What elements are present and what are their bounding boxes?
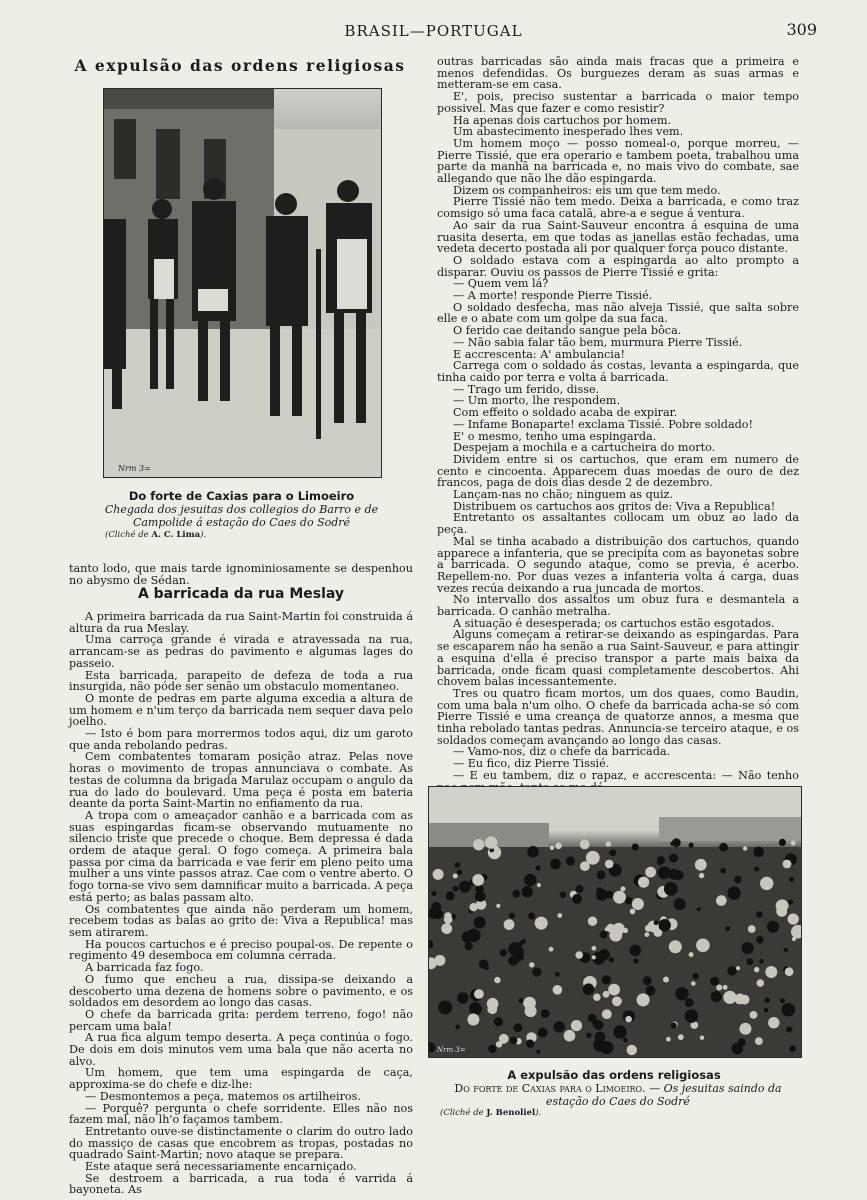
paragraph: Lançam-nas no chão; ninguem as quiz. bbox=[453, 488, 674, 502]
crowd-figure bbox=[788, 914, 799, 925]
crowd-figure bbox=[685, 1009, 699, 1023]
crowd-figure bbox=[657, 870, 661, 874]
crowd-figure bbox=[465, 942, 473, 950]
crowd-figure bbox=[759, 959, 764, 964]
paragraph: O chefe da barricada grita: perdem terreno, fogo! não percam uma bala! bbox=[69, 1007, 413, 1033]
crowd-figure bbox=[625, 1016, 632, 1023]
crowd-figure bbox=[600, 931, 608, 939]
paragraph: Pierre Tissié não tem medo. Deixa a barricada, e como traz comsigo só uma faca catalã, abre-a e segue á ventura. bbox=[437, 195, 799, 221]
crowd-figure bbox=[592, 946, 597, 951]
paragraph: Esta barricada, parapeito de defeza de toda a rua insurgida, não póde ser senão um obstaculo momentaneo. bbox=[69, 668, 413, 694]
crowd-figure bbox=[535, 865, 540, 870]
crowd-figure bbox=[788, 900, 793, 905]
paragraph: Alguns começam a retirar-se deixando as espingardas. Para se escaparem não ha senão a rua Saint-Sauveur, e para attingir a esquina d'ella é preciso transpor a parte mais baixa da barricada, onde ficam quasi completamente descobertos. Ahi chovem balas incessantemente. bbox=[437, 628, 799, 689]
crowd-figure bbox=[472, 874, 484, 886]
crowd-figure bbox=[453, 873, 458, 878]
crowd-figure bbox=[457, 992, 468, 1003]
crowd-figure bbox=[572, 894, 582, 904]
crowd-figure bbox=[602, 975, 611, 984]
crowd-figure bbox=[746, 958, 753, 965]
crowd-figure bbox=[462, 931, 474, 943]
crowd-figure bbox=[754, 967, 759, 972]
crowd-figure bbox=[646, 986, 656, 996]
paragraph: A tropa com o ameaçador canhão e a barricada com as suas espingardas ficam-se observando mutuamente no silencio triste que precede o choque. Bem depressa é dada ordem de ataque geral. O fogo começa. A primeira bala passa por cima da barricada e vae ferir em pleno peito uma mulher a uns vinte passos atraz. Cae com o ventre aberto. O fogo torna-se vivo sem damnificar muito a barricada. A peça está perto; as balas passam alto. bbox=[69, 808, 413, 904]
crowd-figure bbox=[675, 987, 688, 1000]
crowd-figure bbox=[586, 854, 591, 859]
crowd-figure bbox=[629, 945, 641, 957]
crowd-figure bbox=[785, 967, 794, 976]
crowd-figure bbox=[765, 966, 777, 978]
crowd-figure bbox=[695, 859, 707, 871]
crowd-figure bbox=[537, 883, 541, 887]
crowd-figure bbox=[575, 951, 583, 959]
paragraph: Entretanto os assaltantes collocam um obuz ao lado da peça. bbox=[437, 511, 799, 537]
crowd-figure bbox=[557, 913, 562, 918]
crowd-figure bbox=[612, 996, 622, 1006]
crowd-figure bbox=[524, 874, 536, 886]
paragraph: — Um morto, lhe respondem. bbox=[453, 394, 621, 408]
crowd-figure bbox=[786, 1027, 792, 1033]
crowd-figure bbox=[527, 846, 539, 858]
crowd-figure bbox=[738, 1038, 746, 1046]
crowd-figure bbox=[571, 1020, 582, 1031]
crowd-figure bbox=[509, 913, 515, 919]
crowd-figure bbox=[433, 869, 444, 880]
paragraph: Distribuem os cartuchos aos gritos de: Viva a Republica! bbox=[453, 499, 776, 513]
crowd-figure bbox=[685, 998, 694, 1007]
article-title: A expulsão das ordens religiosas bbox=[74, 56, 406, 75]
crowd-figure bbox=[699, 873, 704, 878]
photo-signature: Nrm 3= bbox=[118, 464, 151, 473]
crowd-figure bbox=[743, 846, 747, 850]
crowd-figure bbox=[487, 998, 499, 1010]
crowd-figure bbox=[608, 984, 620, 996]
crowd-figure bbox=[500, 949, 507, 956]
crowd-figure bbox=[691, 981, 696, 986]
crowd-figure bbox=[692, 973, 699, 980]
paragraph: O soldado desfecha, mas não alveja Tissié, que salta sobre elle e o abate com um golpe da sua faca. bbox=[437, 300, 799, 326]
paragraph: — A morte! responde Pierre Tissié. bbox=[453, 289, 653, 303]
paragraph: Dividem entre si os cartuchos, que eram em numero de cento e cincoenta. Apparecem duas moedas de ouro de dez francos, paga de dois dias desde 2 de dezembro. bbox=[437, 452, 799, 490]
crowd-figure bbox=[632, 844, 639, 851]
paragraph: — E eu tambem, diz o rapaz, e accrescenta: — Não tenho bbox=[453, 768, 799, 782]
photo-crowd-station bbox=[428, 786, 802, 1058]
crowd-figure bbox=[767, 921, 779, 933]
crowd-figure bbox=[711, 991, 722, 1002]
crowd-figure bbox=[474, 989, 484, 999]
paragraph: O fumo que encheu a rua, dissipa-se deixando a descoberto uma dezena de homens sobre o pavimento, e os soldados em desordem ao longo das casas. bbox=[69, 972, 413, 1010]
crowd-figure bbox=[753, 847, 764, 858]
crowd-figure bbox=[600, 1041, 613, 1054]
paragraph: Um homem moço — posso nomeal-o, porque morreu, — Pierre Tissié, que era operario e tambem poeta, trabalhou uma parte da manhã na barricada e, no mais vivo do combate, sae allegando que não lhe dão espingarda. bbox=[437, 136, 799, 186]
crowd-figure bbox=[780, 998, 785, 1003]
crowd-figure bbox=[528, 913, 535, 920]
crowd-figure bbox=[513, 1023, 522, 1032]
crowd-figure bbox=[555, 843, 562, 850]
crowd-figure bbox=[605, 860, 614, 869]
crowd-figure bbox=[529, 962, 534, 967]
paragraph: Despejam a mochila e a cartucheira do morto. bbox=[453, 441, 716, 455]
crowd-figure bbox=[602, 1009, 612, 1019]
paragraph: Um homem, que tem uma espingarda de caça, approxima-se do chefe e diz-lhe: bbox=[69, 1066, 413, 1092]
crowd-figure bbox=[580, 861, 590, 871]
crowd-figure bbox=[765, 998, 770, 1003]
crowd-figure bbox=[625, 897, 632, 904]
crowd-figure bbox=[444, 912, 451, 919]
left-column-body bbox=[69, 611, 413, 1196]
crowd-figure bbox=[485, 836, 497, 848]
crowd-figure bbox=[446, 891, 455, 900]
photo2-credit: (Cliché de J. Benoliel). bbox=[440, 1108, 542, 1118]
paragraph: No intervallo dos assaltos um obuz fura e desmantela a barricada. O canhão metralha. bbox=[437, 593, 799, 619]
crowd-figure bbox=[768, 1017, 779, 1028]
photo-signature: Nrm 3= bbox=[437, 1046, 466, 1054]
crowd-figure bbox=[725, 926, 730, 931]
crowd-figure bbox=[700, 1036, 704, 1040]
crowd-figure bbox=[621, 886, 626, 891]
crowd-figure bbox=[748, 925, 756, 933]
paragraph: O monte de pedras em parte alguma excedia a altura de um homem e n'um terço da barricada nem sequer dava pelo joelho. bbox=[69, 691, 413, 729]
crowd-figure bbox=[697, 907, 701, 911]
crowd-figure bbox=[791, 841, 796, 846]
crowd-figure bbox=[719, 843, 728, 852]
crowd-figure bbox=[669, 854, 678, 863]
paragraph: E' o mesmo, tenho uma espingarda. bbox=[453, 429, 657, 443]
crowd-figure bbox=[453, 886, 459, 892]
photo-jesuits-arrival bbox=[103, 88, 382, 478]
crowd-figure bbox=[723, 985, 728, 990]
photo1-credit: (Cliché de A. C. Lima). bbox=[105, 530, 207, 540]
crowd-figure bbox=[550, 846, 555, 851]
crowd-figure bbox=[473, 839, 484, 850]
crowd-figure bbox=[484, 965, 489, 970]
crowd-figure bbox=[727, 966, 736, 975]
crowd-figure bbox=[564, 1030, 576, 1042]
crowd-figure bbox=[689, 843, 694, 848]
crowd-figure bbox=[609, 957, 614, 962]
crowd-illustration bbox=[429, 787, 801, 1057]
crowd-figure bbox=[469, 1002, 482, 1015]
crowd-figure bbox=[525, 1005, 537, 1017]
paragraph: Tres ou quatro ficam mortos, um dos quaes, como Baudin, com uma bala n'um olho. O chefe da barricada acha-se só com Pierre Tissié e uma creança de quatorze annos, a mesma que tinha rebolado tantas pedras. Annuncia-se terceiro ataque, e os soldados começam avançando ao longo das casas. bbox=[437, 686, 799, 747]
crowd-figure bbox=[494, 1017, 503, 1026]
paragraph: Uma carroça grande é virada e atravessada na rua, arrancam-se as pedras do pavimento e algumas lages do passeio. bbox=[69, 633, 413, 670]
crowd-figure bbox=[488, 1045, 496, 1053]
crowd-figure bbox=[518, 998, 523, 1003]
crowd-figure bbox=[782, 1003, 795, 1016]
paragraph: O ferido cae deitando sangue pela bôca. bbox=[453, 324, 682, 338]
page-number: 309 bbox=[786, 20, 817, 39]
crowd-figure bbox=[659, 919, 671, 931]
paragraph: Dizem os companheiros: eis um que tem medo. bbox=[453, 183, 721, 197]
crowd-figure bbox=[510, 1037, 518, 1045]
paragraph: — Infame Bonaparte! exclama Tissié. Pobre soldado! bbox=[453, 417, 754, 431]
paragraph: Um abastecimento inesperado lhes vem. bbox=[453, 125, 684, 139]
crowd-figure bbox=[475, 891, 486, 902]
crowd-figure bbox=[630, 909, 636, 915]
crowd-figure bbox=[663, 977, 669, 983]
crowd-figure bbox=[512, 890, 520, 898]
crowd-figure bbox=[657, 861, 662, 866]
crowd-figure bbox=[613, 891, 626, 904]
paragraph: — Trago um ferido, disse. bbox=[453, 382, 600, 396]
paragraph: O soldado estava com a espingarda ao alto prompto a disparar. Ouviu os passos de Pierre Tissié e grita: bbox=[437, 253, 799, 279]
crowd-figure bbox=[739, 1023, 751, 1035]
crowd-figure bbox=[689, 952, 694, 957]
crowd-figure bbox=[526, 1040, 534, 1048]
photo2-caption-heading: A expulsão das ordens religiosas bbox=[507, 1068, 721, 1082]
paragraph: Mal se tinha acabado a distribuição dos cartuchos, quando apparece a infanteria, que se precipita com as bayonetas sobre a barricada. O segundo ataque, como se previa, é acerbo. Repellem-no. Por duas vezes a infanteria volta á carga, duas vezes recúa deixando a rua juncada de mortos. bbox=[437, 534, 799, 595]
crowd-figure bbox=[756, 936, 764, 944]
crowd-figure bbox=[789, 877, 794, 882]
crowd-figure bbox=[535, 917, 548, 930]
crowd-figure bbox=[734, 876, 741, 883]
paragraph: Os combatentes que ainda não perderam um homem, recebem todas as balas ao grito de: Viva a Republica! mas sem atirarem. bbox=[69, 902, 413, 939]
crowd-figure bbox=[441, 923, 452, 934]
crowd-figure bbox=[638, 877, 649, 888]
crowd-figure bbox=[643, 976, 652, 985]
crowd-figure bbox=[664, 882, 678, 896]
crowd-figure bbox=[755, 1037, 763, 1045]
crowd-figure bbox=[555, 972, 560, 977]
crowd-figure bbox=[633, 959, 638, 964]
crowd-figure bbox=[560, 891, 566, 897]
crowd-figure bbox=[431, 891, 436, 896]
crowd-figure bbox=[603, 991, 610, 998]
crowd-figure bbox=[434, 911, 439, 916]
photo1-caption-subtitle: Chegada dos jesuitas dos collegios do Barro e de Campolide á estação do Caes do Sodré bbox=[104, 503, 379, 529]
paragraph: — Porquê? pergunta o chefe sorridente. Elles não nos fazem mal, não lh'o façamos tambem. bbox=[69, 1101, 413, 1127]
crowd-figure bbox=[504, 919, 515, 930]
paragraph: — Eu fico, diz Pierre Tissié. bbox=[453, 757, 610, 771]
crowd-figure bbox=[632, 898, 644, 910]
crowd-figure bbox=[742, 942, 754, 954]
crowd-figure bbox=[723, 991, 736, 1004]
paragraph: outras barricadas são ainda mais fracas que a primeira e menos defendidas. Os burguezes deram as suas armas e metteram-se em casa. bbox=[437, 55, 799, 92]
paragraph: Entretanto ouve-se distinctamente o clarim do outro lado do massiço de casas que encobrem as tropas, postadas no quadrado Saint-Martin; novo ataque se prepara. bbox=[69, 1124, 413, 1162]
crowd-figure bbox=[637, 993, 650, 1006]
crowd-figure bbox=[522, 886, 533, 897]
crowd-figure bbox=[678, 1034, 684, 1040]
crowd-figure bbox=[538, 1028, 548, 1038]
crowd-figure bbox=[553, 985, 563, 995]
crowd-figure bbox=[566, 856, 575, 865]
crowd-figure bbox=[727, 886, 740, 899]
crowd-figure bbox=[754, 867, 759, 872]
crowd-figure bbox=[494, 977, 500, 983]
crowd-figure bbox=[607, 924, 616, 933]
photo1-caption-heading: Do forte de Caxias para o Limoeiro bbox=[128, 489, 355, 503]
crowd-figure bbox=[541, 1009, 550, 1018]
paragraph: Se destroem a barricada, a rua toda é varrida á bayoneta. As bbox=[69, 1171, 413, 1197]
crowd-figure bbox=[532, 967, 541, 976]
paragraph: Ha poucos cartuchos e é preciso poupal-os. De repente o regimento 49 desemboca em columna cerrada. bbox=[69, 937, 413, 963]
crowd-figure bbox=[672, 838, 681, 847]
paragraph: Com effeito o soldado acaba de expirar. bbox=[453, 406, 678, 420]
crowd-figure bbox=[455, 862, 461, 868]
crowd-figure bbox=[597, 887, 603, 893]
crowd-figure bbox=[716, 985, 722, 991]
crowd-figure bbox=[580, 840, 590, 850]
crowd-figure bbox=[609, 850, 616, 857]
crowd-figure bbox=[459, 881, 471, 893]
crowd-figure bbox=[671, 1022, 677, 1028]
paragraph: A situação é desesperada; os cartuchos estão esgotados. bbox=[453, 616, 775, 630]
paragraph: Cem combatentes tomaram posição atraz. Pelas nove horas o movimento de tropas annunciava o combate. As testas de columna da brigada Marulaz occupam o angulo da rua do lado do boulevard. Uma peça é posta em bateria deante da porta Saint-Martin no enfiamento da rua. bbox=[69, 750, 413, 811]
crowd-figure bbox=[779, 839, 786, 846]
crowd-figure bbox=[627, 1045, 637, 1055]
paragraph: — Desmontemos a peça, matemos os artilheiros. bbox=[85, 1089, 361, 1103]
crowd-figure bbox=[757, 979, 765, 987]
crowd-figure bbox=[716, 895, 727, 906]
crowd-figure bbox=[710, 977, 719, 986]
crowd-figure bbox=[467, 1014, 479, 1026]
paragraph: Carrega com o soldado ás costas, levanta a espingarda, que tinha caido por terra e volta á barricada. bbox=[437, 359, 799, 384]
crowd-figure bbox=[720, 868, 726, 874]
crowd-figure bbox=[576, 885, 584, 893]
right-column-body bbox=[437, 56, 799, 840]
paragraph: E accrescenta: A' ambulancia! bbox=[453, 347, 626, 361]
crowd-figure bbox=[593, 994, 600, 1001]
crowd-figure bbox=[789, 1045, 796, 1052]
journal-title: BRASIL—PORTUGAL bbox=[344, 22, 523, 40]
crowd-figure bbox=[760, 877, 773, 890]
crowd-figure bbox=[536, 1050, 540, 1054]
crowd-figure bbox=[474, 917, 486, 929]
paragraph: A barricada faz fogo. bbox=[85, 961, 204, 975]
crowd-figure bbox=[554, 1021, 565, 1032]
crowd-figure bbox=[666, 1037, 671, 1042]
photo-illustration bbox=[104, 89, 381, 477]
crowd-figure bbox=[623, 1038, 628, 1043]
crowd-figure bbox=[499, 1034, 509, 1044]
crowd-figure bbox=[783, 860, 792, 869]
crowd-figure bbox=[599, 949, 610, 960]
crowd-figure bbox=[583, 983, 595, 995]
paragraph: A rua fica algum tempo deserta. A peça continúa o fogo. De dois em dois minutos vem uma bala que não acerta no alvo. bbox=[69, 1031, 413, 1068]
crowd-figure bbox=[645, 932, 650, 937]
paragraph: Ha apenas dois cartuchos por homem. bbox=[453, 113, 672, 127]
crowd-figure bbox=[550, 859, 561, 870]
crowd-figure bbox=[508, 942, 522, 956]
crowd-figure bbox=[764, 1008, 769, 1013]
paragraph: E', pois, preciso sustentar a barricada o maior tempo possivel. Mas que fazer e como resistir? bbox=[437, 90, 799, 115]
crowd-figure bbox=[438, 1000, 452, 1014]
paragraph: Este ataque será necessariamente encarniçado. bbox=[85, 1160, 357, 1174]
crowd-figure bbox=[736, 966, 740, 970]
paragraph: tanto lodo, que mais tarde ignominiosamente se despenhou no abysmo de Sédan. bbox=[69, 562, 413, 587]
section-heading: A barricada da rua Meslay bbox=[137, 586, 345, 602]
crowd-figure bbox=[549, 947, 554, 952]
paragraph: A primeira barricada da rua Saint-Martin foi construida á altura da rua Meslay. bbox=[69, 610, 413, 635]
crowd-figure bbox=[592, 1019, 600, 1027]
crowd-figure bbox=[792, 937, 796, 941]
paragraph: — Não sabia falar tão bem, murmura Pierre Tissié. bbox=[453, 335, 743, 349]
crowd-figure bbox=[597, 871, 606, 880]
crowd-figure bbox=[592, 955, 596, 959]
paragraph: Ao sair da rua Saint-Sauveur encontra á esquina de uma ruasita deserta, em que todas as janellas estão fechadas, uma vedeta decerto postada ali por qualquer força pouco distante. bbox=[437, 218, 799, 256]
crowd-figure bbox=[654, 920, 659, 925]
crowd-figure bbox=[457, 870, 462, 875]
paragraph: — Quem vem lá? bbox=[453, 277, 549, 291]
crowd-figure bbox=[496, 904, 500, 908]
crowd-figure bbox=[750, 1011, 758, 1019]
crowd-figure bbox=[586, 1033, 592, 1039]
crowd-figure bbox=[455, 1025, 460, 1030]
crowd-figure bbox=[674, 898, 686, 910]
crowd-figure bbox=[613, 1025, 627, 1039]
crowd-figure bbox=[669, 940, 682, 953]
left-intro bbox=[69, 563, 413, 586]
photo2-caption-subtitle: Do forte de Caxias para o Limoeiro. — Os jesuitas saindo da estação do Caes do Sodré bbox=[454, 1082, 782, 1108]
crowd-figure bbox=[756, 911, 762, 917]
crowd-figure bbox=[645, 867, 656, 878]
crowd-figure bbox=[606, 841, 612, 847]
crowd-figure bbox=[696, 939, 710, 953]
paragraph: — Vamo-nos, diz o chefe da barricada. bbox=[453, 745, 671, 759]
paragraph: — Isto é bom para morrermos todos aqui, diz um garoto que anda rebolando pedras. bbox=[69, 727, 413, 752]
crowd-figure bbox=[776, 906, 787, 917]
crowd-figure bbox=[595, 1032, 606, 1043]
crowd-figure bbox=[588, 917, 597, 926]
crowd-figure bbox=[784, 948, 788, 952]
